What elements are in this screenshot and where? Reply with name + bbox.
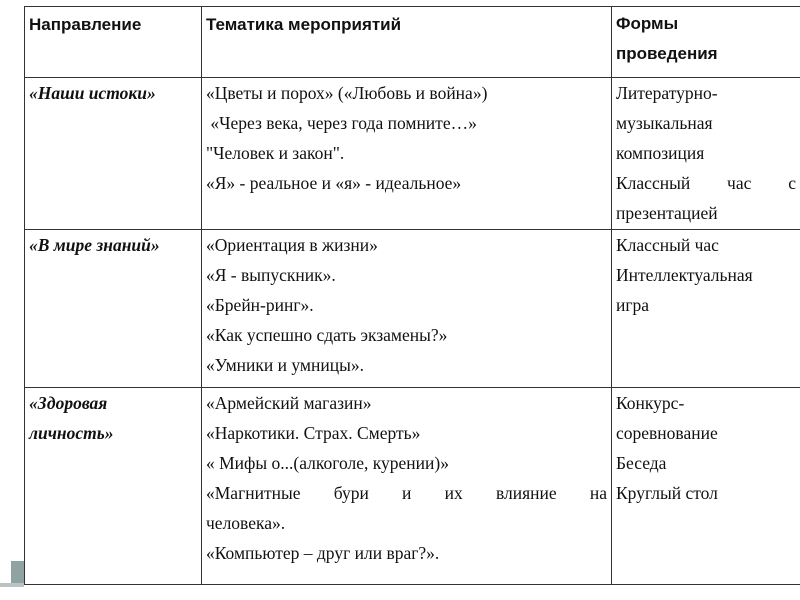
theme-item: « Мифы о...(алкоголе, курении)» [206, 453, 449, 473]
header-forms-line: проведения [616, 44, 718, 63]
theme-item: «Через века, через года помните…» [206, 113, 477, 133]
form-item: Круглый стол [616, 483, 718, 503]
theme-item: «Как успешно сдать экзамены?» [206, 325, 448, 345]
theme-item: «Армейский магазин» [206, 393, 372, 413]
slide-decoration-bar [11, 561, 24, 583]
slide-decoration-strip [0, 583, 24, 587]
theme-item: «Наркотики. Страх. Смерть» [206, 423, 421, 443]
table-row [25, 230, 800, 388]
theme-item: «Компьютер – друг или враг?». [206, 543, 440, 563]
form-item: Классный час с [616, 173, 796, 193]
theme-item: "Человек и закон". [206, 143, 345, 163]
themes-cell [202, 230, 612, 388]
form-item: музыкальная [616, 113, 713, 133]
form-item: Классный час [616, 235, 719, 255]
theme-item: «Я» - реальное и «я» - идеальное» [206, 173, 462, 193]
theme-item: «Ориентация в жизни» [206, 235, 378, 255]
form-item: презентацией [616, 203, 718, 223]
header-forms [612, 7, 800, 78]
form-item: Беседа [616, 453, 667, 473]
theme-item: «Брейн-ринг». [206, 295, 314, 315]
table-header-row [25, 7, 800, 78]
themes-cell [202, 78, 612, 230]
form-item: Интеллектуальная [616, 265, 753, 285]
theme-item: «Я - выпускник». [206, 265, 336, 285]
forms-cell [612, 78, 800, 230]
forms-cell [612, 388, 800, 585]
theme-item: «Цветы и порох» («Любовь и война») [206, 83, 488, 103]
direction-cell [25, 388, 202, 585]
theme-item: человека». [206, 513, 286, 533]
themes-cell [202, 388, 612, 585]
direction-text: «В мире знаний» [29, 235, 160, 255]
direction-text: личность» [29, 423, 114, 443]
direction-text: «Здоровая [29, 393, 108, 413]
theme-item: «Умники и умницы». [206, 355, 364, 375]
theme-item: «Магнитные бури и их влияние на [206, 483, 607, 503]
direction-cell [25, 78, 202, 230]
header-direction: Направление [25, 7, 202, 78]
form-item: соревнование [616, 423, 718, 443]
form-item: Литературно- [616, 83, 718, 103]
header-themes: Тематика мероприятий [202, 7, 612, 78]
form-item: Конкурс- [616, 393, 685, 413]
form-item: композиция [616, 143, 705, 163]
form-item: игра [616, 295, 650, 315]
direction-text: «Наши истоки» [29, 83, 156, 103]
header-forms-line: Формы [616, 14, 679, 33]
direction-cell [25, 230, 202, 388]
events-plan-table [24, 6, 800, 585]
table-row [25, 388, 800, 585]
table-row [25, 78, 800, 230]
forms-cell [612, 230, 800, 388]
